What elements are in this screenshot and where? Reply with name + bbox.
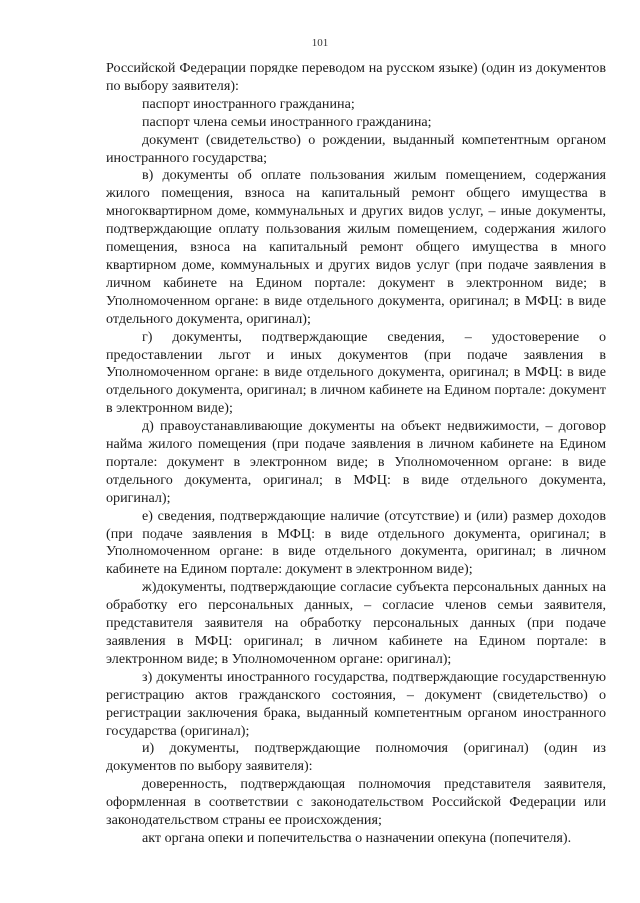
paragraph-continuation: Российской Федерации порядке переводом на русском языке) (один из документов по выбору заявителя): (106, 60, 606, 94)
paragraph-item-i: и) документы, подтверждающие полномочия (оригинал) (один из документов по выбору заявителя): (106, 740, 606, 775)
page-number: 101 (311, 37, 329, 49)
paragraph-family-member-passport: паспорт члена семьи иностранного гражданина; (142, 113, 432, 130)
paragraph-item-d: д) правоустанавливающие документы на объект недвижимости, – договор найма жилого помещения (при подаче заявления в личном кабинете на Едином портале: документ в электронном виде; в Уполномоченном органе: в виде отдельного документа, оригинал; в МФЦ: в виде отдельного документа, оригинал); (106, 418, 606, 506)
paragraph-item-e: е) сведения, подтверждающие наличие (отсутствие) и (или) размер доходов (при подаче заявления в МФЦ: в виде отдельного документа, оригинал; в Уполномоченном органе: в виде отдельного документа, оригинал; в личном кабинете на Едином портале: документ в электронном виде); (106, 507, 606, 578)
paragraph-birth-certificate: документ (свидетельство) о рождении, выданный компетентным органом иностранного государства; (106, 131, 606, 166)
paragraph-item-z: з) документы иностранного государства, подтверждающие государственную регистрацию актов гражданского состояния, – документ (свидетельство) о регистрации заключения брака, выданный компетентным органом иностранного государства (оригинал); (106, 668, 606, 739)
paragraph-foreign-passport: паспорт иностранного гражданина; (142, 95, 355, 112)
paragraph-item-v: в) документы об оплате пользования жилым помещением, содержания жилого помещения, взноса на капитальный ремонт общего имущества в многоквартирном доме, коммунальных и других видов услуг, – иные документы, подтверждающие оплату пользования жилым помещением, содержания жилого помещения, взноса на капитальный ремонт общего имущества в много квартирном доме, коммунальных и других видов услуг (при подаче заявления в личном кабинете на Едином портале: документ в электронном виде; в Уполномоченном органе: в виде отдельного документа, оригинал; в МФЦ: в виде отдельного документа, оригинал); (106, 167, 606, 327)
document-body (106, 60, 606, 848)
paragraph-item-zh: ж)документы, подтверждающие согласие субъекта персональных данных на обработку его персональных данных, – согласие членов семьи заявителя, представителя заявителя на обработку персональных данных (при подаче заявления в МФЦ: оригинал; в личном кабинете на Едином портале: в электронном виде; в Уполномоченном органе: оригинал); (106, 579, 606, 667)
paragraph-power-of-attorney: доверенность, подтверждающая полномочия представителя заявителя, оформленная в соответствии с законодательством Российской Федерации или законодательством страны ее происхождения; (106, 776, 606, 829)
paragraph-item-g: г) документы, подтверждающие сведения, – удостоверение о предоставлении льгот и иных документов (при подаче заявления в Уполномоченном органе: в виде отдельного документа, оригинал; в МФЦ: в виде отдельного документа, оригинал; в личном кабинете на Едином портале: документ в электронном виде); (106, 328, 606, 417)
paragraph-guardianship-act: акт органа опеки и попечительства о назначении опекуна (попечителя). (142, 829, 572, 846)
